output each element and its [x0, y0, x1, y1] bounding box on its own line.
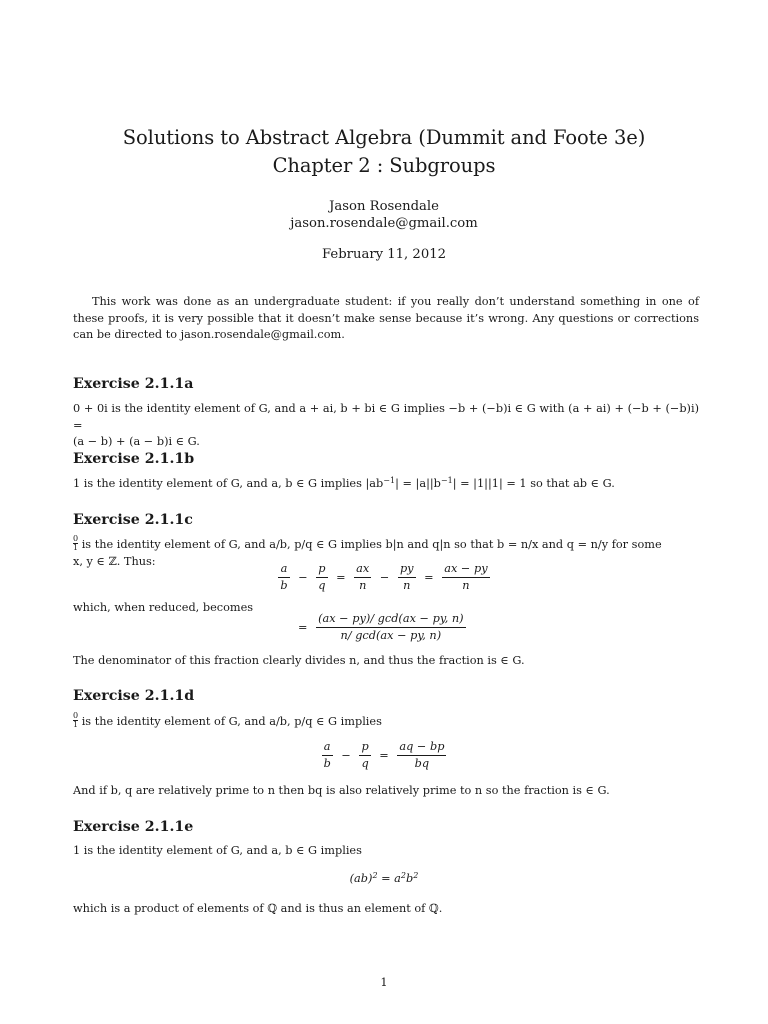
display-equation: $\frac{a}{b}$ − $\frac{p}{q}$ = $\frac{ax}{n}$ − $\frac{py}{n}$ = $\frac{ax - py}{n}$ [280, 562, 488, 592]
exercise-text: which is a product of elements of ℚ and is thus an element of ℚ. [73, 902, 443, 915]
exercise-text: 1 is the identity element of G, and a, b ∈ G implies $|ab^{-1}| = |a||b^{-1}| = |1||1| = 1$ so that ab ∈ G. [73, 476, 615, 490]
title-line-1: Solutions to Abstract Algebra (Dummit and Foote 3e) [122, 126, 646, 149]
abstract-paragraph: This work was done as an undergraduate student: if you really don’t understand something in one of these proofs, it is very possible that it doesn’t make sense because it’s wrong. Any questions or corrections can be directed to jason.rosendale@gmail.com. [73, 295, 699, 341]
exercise-text: And if b, q are relatively prime to n then bq is also relatively prime to n so the fraction is ∈ G. [73, 784, 610, 797]
title-line-2: Chapter 2 : Subgroups [272, 154, 496, 177]
exercise-heading: Exercise 2.1.1e [73, 819, 194, 835]
text-line: 0 + 0i is the identity element of G, and a + ai, b + bi ∈ G implies −b + (−b)i ∈ G with (a + ai) + (−b + (−b)i) = [73, 402, 699, 432]
exercise-heading: Exercise 2.1.1c [73, 512, 193, 528]
author-email: jason.rosendale@gmail.com [290, 216, 478, 231]
exercise-heading: Exercise 2.1.1b [73, 451, 195, 467]
exercise-heading: Exercise 2.1.1a [73, 376, 194, 392]
exercise-text [73, 712, 699, 731]
page-number: 1 [380, 976, 388, 989]
author-name: Jason Rosendale [329, 199, 439, 214]
display-equation: $\frac{a}{b}$ − $\frac{p}{q}$ = $\frac{aq - bp}{bq}$ [323, 740, 445, 770]
text-line: x, y ∈ ℤ. Thus: [73, 554, 156, 568]
exercise-text: which, when reduced, becomes [73, 601, 254, 614]
inline-fraction: $\frac{0}{1}$ [73, 711, 79, 729]
text-line: (a − b) + (a − b)i ∈ G. [73, 435, 200, 448]
text-line: is the identity element of G, and a/b, p/q ∈ G implies [81, 715, 382, 728]
exercise-heading: Exercise 2.1.1d [73, 688, 195, 704]
text-line: is the identity element of G, and a/b, p/q ∈ G implies b|n and q|n so that b = n/x and q = n/y for some [81, 538, 662, 551]
display-equation: = $\frac{(ax - py)/ \gcd(ax - py, n)}{n/ \gcd(ax - py, n)}$ [298, 612, 464, 642]
exercise-text: The denominator of this fraction clearly divides n, and thus the fraction is ∈ G. [73, 654, 525, 667]
document-date: February 11, 2012 [321, 247, 446, 262]
inline-fraction: $\frac{0}{1}$ [73, 534, 79, 552]
display-equation: $(ab)^2 = a^2b^2$ [349, 871, 419, 885]
exercise-text [73, 401, 699, 451]
page-title [0, 124, 768, 180]
exercise-text: 1 is the identity element of G, and a, b ∈ G implies [73, 844, 362, 857]
